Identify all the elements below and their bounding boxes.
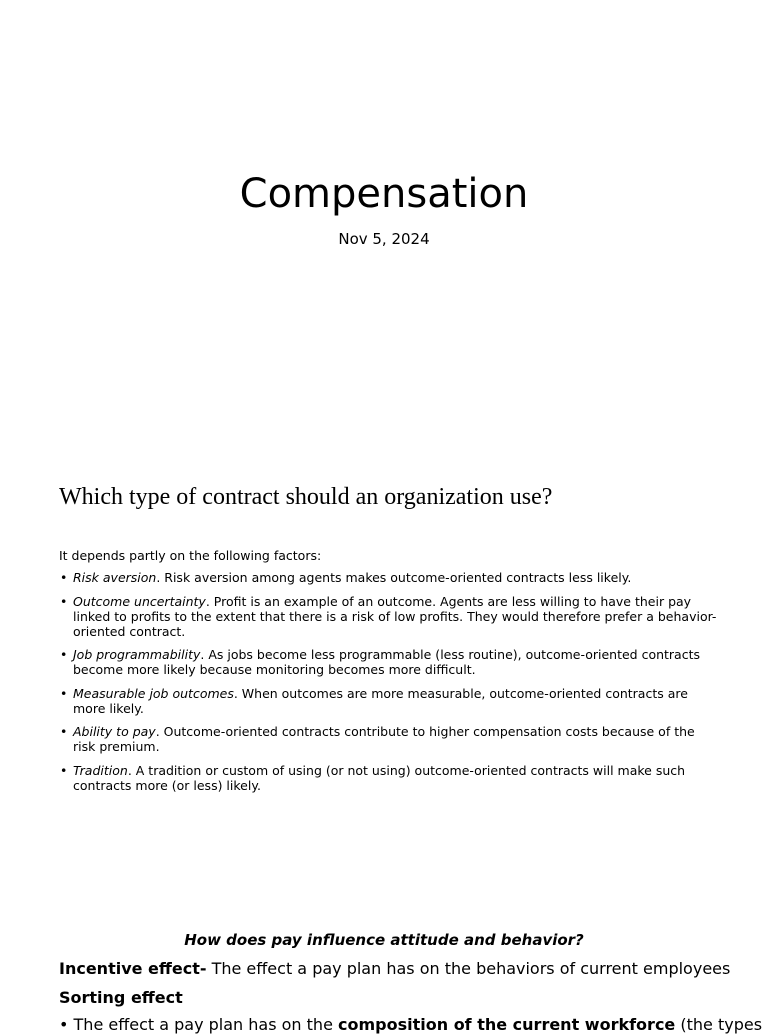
slide-question: How does pay influence attitude and behavior? bbox=[184, 931, 584, 949]
bullet-icon: • bbox=[60, 685, 68, 701]
factor-term: Risk aversion bbox=[73, 570, 157, 585]
sorting-bullet-prefix: • The effect a pay plan has on the bbox=[59, 1015, 338, 1034]
factor-text: . Risk aversion among agents makes outcome-oriented contracts less likely. bbox=[156, 570, 632, 585]
bullet-icon: • bbox=[60, 647, 68, 662]
sorting-effect-label: Sorting effect bbox=[59, 988, 183, 1007]
sorting-effect-bullet bbox=[59, 1014, 762, 1036]
factor-term: Tradition bbox=[73, 762, 128, 778]
bullet-icon: • bbox=[60, 724, 68, 739]
factor-text: . Profit is an example of an outcome. Agents are less willing to have their pay linked to profits to the extent that there is a risk of low profits. They would therefore prefer a behavior-oriented contract. bbox=[73, 593, 717, 639]
factors-list bbox=[59, 570, 719, 801]
presentation-date: Nov 5, 2024 bbox=[338, 230, 430, 248]
slide-intro: It depends partly on the following factors: bbox=[59, 548, 322, 563]
factor-term: Outcome uncertainty bbox=[73, 593, 206, 609]
presentation-title: Compensation bbox=[239, 171, 529, 217]
factor-term: Measurable job outcomes bbox=[73, 685, 234, 701]
factor-text: . As jobs become less programmable (less routine), outcome-oriented contracts become more likely because monitoring becomes more difficult. bbox=[73, 647, 700, 677]
factor-item-job-programmability bbox=[59, 647, 719, 677]
sorting-effect-line bbox=[59, 987, 183, 1009]
factor-term: Ability to pay bbox=[73, 724, 156, 739]
factor-item-ability-to-pay bbox=[59, 724, 719, 754]
factor-term: Job programmability bbox=[73, 647, 201, 662]
incentive-effect-line bbox=[59, 958, 730, 980]
incentive-effect-text: The effect a pay plan has on the behaviors of current employees bbox=[206, 959, 731, 978]
incentive-effect-label: Incentive effect- bbox=[59, 959, 207, 978]
bullet-icon: • bbox=[60, 593, 68, 609]
sorting-bullet-suffix: (the types bbox=[675, 1015, 763, 1034]
factor-item-measurable-outcomes bbox=[59, 686, 719, 716]
factor-text: . Outcome-oriented contracts contribute to higher compensation costs because of the risk premium. bbox=[73, 724, 695, 754]
factor-text: . When outcomes are more measurable, outcome-oriented contracts are more likely. bbox=[73, 685, 688, 716]
pay-influence-slide bbox=[0, 918, 768, 1034]
bullet-icon: • bbox=[60, 570, 68, 585]
factor-item-risk-aversion bbox=[59, 570, 719, 585]
factor-item-outcome-uncertainty bbox=[59, 594, 719, 639]
title-slide bbox=[0, 0, 768, 440]
factor-item-tradition bbox=[59, 763, 719, 793]
bullet-icon: • bbox=[60, 762, 68, 778]
contract-type-slide bbox=[0, 470, 768, 870]
sorting-bullet-bold: composition of the current workforce bbox=[338, 1015, 676, 1034]
slide-heading: Which type of contract should an organization use? bbox=[59, 484, 553, 510]
factor-text: . A tradition or custom of using (or not using) outcome-oriented contracts will make such contracts more (or less) likely. bbox=[73, 762, 686, 793]
